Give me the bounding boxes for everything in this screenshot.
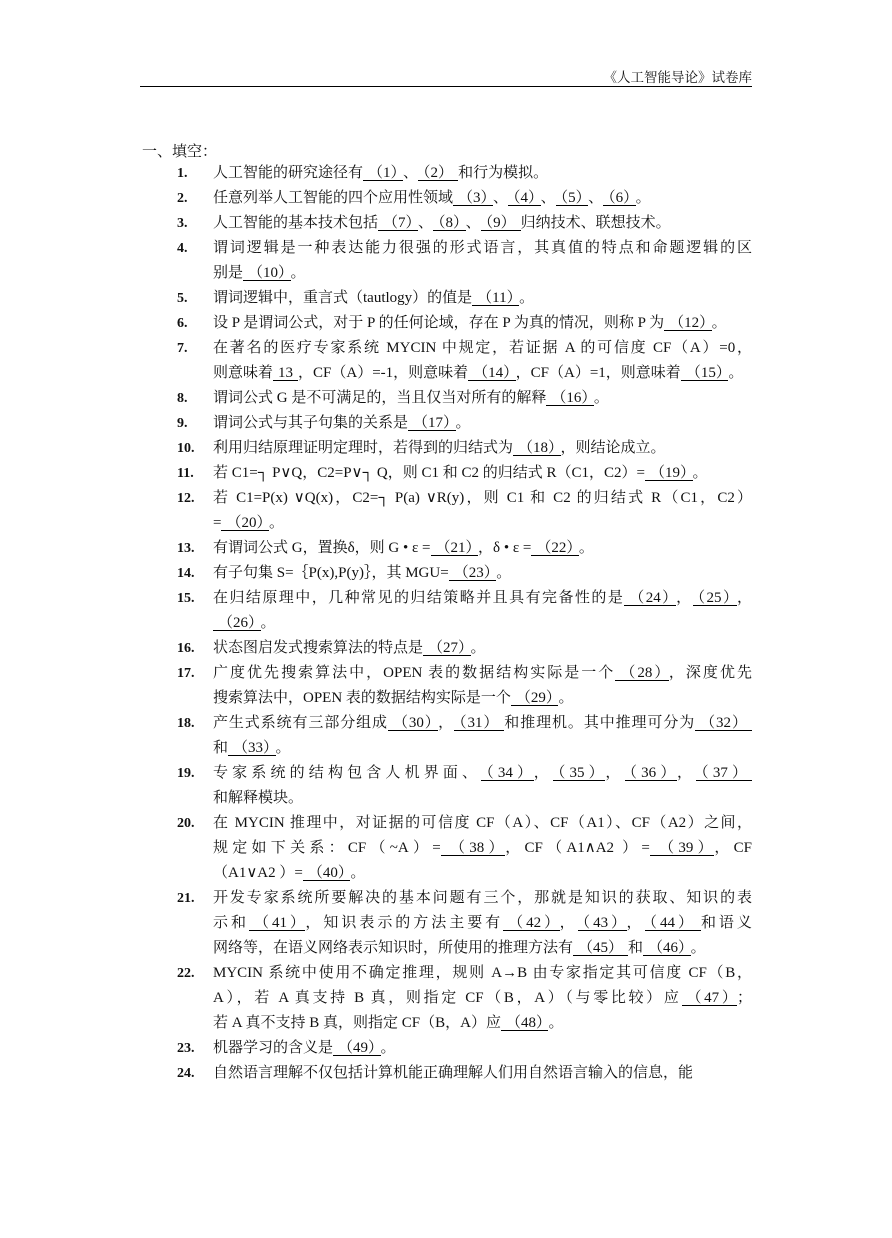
question-number: 5. (177, 291, 188, 306)
question-text: ； (736, 990, 752, 1006)
answer-blank: （38） (441, 840, 506, 856)
question-text: 。 (268, 515, 284, 531)
question-text: 在归结原理中，几种常见的归结策略并且具有完备性的是 (213, 590, 625, 606)
question-line (213, 536, 752, 561)
question-item (170, 211, 752, 236)
question-number: 10. (177, 441, 195, 456)
answer-blank: （5） (556, 190, 589, 206)
question-text: 状态图启发式搜索算法的特点是 (213, 640, 424, 656)
question-text: ，则结论成立。 (560, 440, 666, 456)
question-line (213, 286, 752, 311)
question-item (170, 436, 752, 461)
question-text: ， (559, 915, 578, 931)
question-item (170, 586, 752, 636)
question-text: （A1∨A2 ）= (213, 865, 303, 881)
question-text: 设 P 是谓词公式，对于 P 的任何论域，存在 P 为真的情况，则称 P 为 (213, 315, 665, 331)
question-text: ，知识表示的方法主要有 (305, 915, 504, 931)
question-text: 。 (593, 390, 609, 406)
answer-blank: （4） (508, 190, 541, 206)
question-text: ， (626, 915, 645, 931)
answer-blank: （36） (625, 765, 677, 781)
question-number: 15. (177, 591, 195, 606)
question-text: 。 (290, 265, 306, 281)
question-item (170, 811, 752, 886)
question-text: ， (438, 715, 455, 731)
question-line (213, 911, 752, 936)
question-text: ，CF（A1∧A2 ）= (505, 840, 650, 856)
question-line (213, 311, 752, 336)
question-text: 、 (403, 165, 419, 181)
question-text: ， (605, 765, 625, 781)
question-item (170, 1036, 752, 1061)
question-line (213, 611, 752, 636)
answer-blank: （47） (682, 990, 737, 1006)
question-number: 16. (177, 641, 195, 656)
question-item (170, 186, 752, 211)
answer-blank: （37） (696, 765, 752, 781)
question-text: 归纳技术、联想技术。 (520, 215, 671, 231)
question-text: 和解释模块。 (213, 790, 304, 806)
question-text: 在 MYCIN 推理中，对证据的可信度 CF（A）、CF（A1）、CF（A2）之间， (213, 815, 752, 831)
answer-blank: （29） (511, 690, 559, 706)
question-line (213, 961, 752, 986)
question-item (170, 711, 752, 761)
answer-blank: （35） (553, 765, 605, 781)
answer-blank: （6） (603, 190, 636, 206)
question-item (170, 761, 752, 811)
question-item (170, 961, 752, 1036)
answer-blank: （43） (578, 915, 627, 931)
question-text: 网络等，在语义网络表示知识时，所使用的推理方法有 (213, 940, 574, 956)
question-text: 。 (470, 640, 486, 656)
answer-blank: （48） (501, 1015, 549, 1031)
answer-blank: （46） (643, 940, 691, 956)
question-line (213, 861, 752, 886)
question-line (213, 461, 752, 486)
question-number: 6. (177, 316, 188, 331)
question-text: 。 (350, 865, 366, 881)
question-text: 谓词公式与其子句集的关系是 (213, 415, 409, 431)
question-text: 机器学习的含义是 (213, 1040, 334, 1056)
answer-blank: （7） (378, 215, 418, 231)
question-text: 。 (260, 615, 276, 631)
question-number: 8. (177, 391, 188, 406)
answer-blank: （10） (243, 265, 291, 281)
question-text: ， (736, 590, 752, 606)
answer-blank: （14） (468, 365, 516, 381)
question-item (170, 536, 752, 561)
question-line (213, 711, 752, 736)
question-number: 13. (177, 541, 195, 556)
question-text: ， (677, 765, 697, 781)
question-line (213, 636, 752, 661)
question-text: 。 (455, 415, 471, 431)
question-line (213, 686, 752, 711)
question-text: A），若 A 真支持 B 真，则指定 CF（B，A）（与零比较）应 (213, 990, 682, 1006)
question-text: 。 (548, 1015, 564, 1031)
question-number: 24. (177, 1066, 195, 1081)
answer-blank: （25） (693, 590, 737, 606)
question-number: 22. (177, 966, 195, 981)
question-item (170, 636, 752, 661)
question-text: 产生式系统有三部分组成 (213, 715, 388, 731)
question-number: 20. (177, 816, 195, 831)
answer-blank: （15） (681, 365, 729, 381)
question-number: 17. (177, 666, 195, 681)
question-text: 。 (635, 190, 651, 206)
answer-blank: （1） (363, 165, 403, 181)
question-text: 。 (578, 540, 594, 556)
question-text: 。 (558, 690, 574, 706)
question-item (170, 311, 752, 336)
question-number: 23. (177, 1041, 195, 1056)
question-line (213, 1011, 752, 1036)
question-list (170, 161, 752, 1086)
question-text: 和推理机。其中推理可分为 (504, 715, 696, 731)
question-line (213, 661, 752, 686)
answer-blank: （34） (481, 765, 533, 781)
question-text: 、 (588, 190, 604, 206)
question-text: 则意味着 (213, 365, 274, 381)
question-item (170, 661, 752, 711)
question-text: 别是 (213, 265, 244, 281)
question-text: 任意列举人工智能的四个应用性领域 (213, 190, 454, 206)
question-line (213, 486, 752, 511)
answer-blank: （20） (221, 515, 269, 531)
question-text: ，CF（A）=1，则意味着 (515, 365, 681, 381)
question-number: 11. (177, 466, 194, 481)
question-number: 18. (177, 716, 195, 731)
question-line (213, 736, 752, 761)
question-text: 若 C1=┐ P∨Q，C2=P∨┐ Q，则 C1 和 C2 的归结式 R（C1，C2）= (213, 465, 645, 481)
question-number: 21. (177, 891, 195, 906)
question-line (213, 1061, 752, 1086)
question-text: 若 A 真不支持 B 真，则指定 CF（B，A）应 (213, 1015, 501, 1031)
question-line (213, 186, 752, 211)
question-number: 1. (177, 166, 188, 181)
question-item (170, 1061, 752, 1086)
question-text: 和 (628, 940, 644, 956)
answer-blank: （40） (303, 865, 351, 881)
question-line (213, 236, 752, 261)
answer-blank: （19） (645, 465, 693, 481)
question-line (213, 161, 752, 186)
question-text: ，δ • ε = (478, 540, 532, 556)
question-line (213, 261, 752, 286)
answer-blank: （28） (615, 665, 669, 681)
question-text: 。 (519, 290, 535, 306)
question-text: ， (533, 765, 553, 781)
header-rule (140, 86, 752, 87)
answer-blank: （45） (573, 940, 628, 956)
answer-blank: （22） (531, 540, 579, 556)
question-line (213, 811, 752, 836)
question-line (213, 886, 752, 911)
answer-blank: （42） (503, 915, 559, 931)
question-line (213, 211, 752, 236)
question-line (213, 386, 752, 411)
question-text: 谓词逻辑中，重言式（tautlogy）的值是 (213, 290, 473, 306)
question-line (213, 986, 752, 1011)
question-text: 。 (692, 465, 708, 481)
question-item (170, 561, 752, 586)
section-title: 一、填空： (142, 144, 218, 160)
question-line (213, 561, 752, 586)
question-text: 、 (465, 215, 481, 231)
question-item (170, 286, 752, 311)
question-text: 谓词公式 G 是不可满足的，当且仅当对所有的解释 (213, 390, 547, 406)
question-number: 12. (177, 491, 195, 506)
question-line (213, 586, 752, 611)
question-item (170, 336, 752, 386)
question-text: 专家系统的结构包含人机界面、 (213, 765, 482, 781)
question-text: 利用归结原理证明定理时，若得到的归结式为 (213, 440, 514, 456)
question-number: 2. (177, 191, 188, 206)
question-text: ，CF（A）=-1，则意味着 (298, 365, 469, 381)
question-text: 示和 (213, 915, 249, 931)
answer-blank: （33） (228, 740, 276, 756)
question-text: ，CF (714, 840, 752, 856)
question-text: 。 (690, 940, 706, 956)
question-line (213, 1036, 752, 1061)
question-line (213, 761, 752, 786)
question-text: 和行为模拟。 (458, 165, 549, 181)
question-text: 规定如下关系：CF（~A）= (213, 840, 441, 856)
question-text: 在著名的医疗专家系统 MYCIN 中规定，若证据 A 的可信度 CF（A）=0， (213, 340, 752, 356)
answer-blank: （39） (650, 840, 715, 856)
answer-blank: 13 (273, 365, 298, 381)
question-line (213, 511, 752, 536)
question-item (170, 411, 752, 436)
question-text: 搜索算法中，OPEN 表的数据结构实际是一个 (213, 690, 511, 706)
question-text: 谓词逻辑是一种表达能力很强的形式语言，其真值的特点和命题逻辑的区 (213, 240, 752, 256)
question-text: 人工智能的基本技术包括 (213, 215, 379, 231)
question-text: 广度优先搜索算法中，OPEN 表的数据结构实际是一个 (213, 665, 616, 681)
question-text: MYCIN 系统中使用不确定推理，规则 A→B 由专家指定其可信度 CF（B， (213, 965, 752, 981)
question-line (213, 361, 752, 386)
document-header-title: 《人工智能导论》试卷库 (603, 70, 752, 85)
question-text: 。 (728, 365, 744, 381)
question-line (213, 411, 752, 436)
question-text: 开发专家系统所要解决的基本问题有三个，那就是知识的获取、知识的表 (213, 890, 752, 906)
question-line (213, 786, 752, 811)
answer-blank: （2） (418, 165, 458, 181)
question-text: ，深度优先 (668, 665, 752, 681)
question-text: 。 (275, 740, 291, 756)
question-text: 。 (711, 315, 727, 331)
answer-blank: （49） (333, 1040, 381, 1056)
answer-blank: （26） (213, 615, 261, 631)
answer-blank: （21） (431, 540, 479, 556)
question-text: 、 (493, 190, 509, 206)
answer-blank: （44） (645, 915, 701, 931)
question-item (170, 236, 752, 286)
question-number: 14. (177, 566, 195, 581)
question-text: 。 (380, 1040, 396, 1056)
answer-blank: （12） (664, 315, 712, 331)
question-number: 7. (177, 341, 188, 356)
answer-blank: （11） (472, 290, 519, 306)
question-text: 和 (213, 740, 229, 756)
answer-blank: （16） (546, 390, 594, 406)
answer-blank: （27） (423, 640, 471, 656)
question-line (213, 936, 752, 961)
answer-blank: （30） (388, 715, 438, 731)
question-text: 若 C1=P(x) ∨Q(x)，C2=┐ P(a) ∨R(y)，则 C1 和 C2 的归结式 R（C1，C2） (213, 490, 752, 506)
question-number: 19. (177, 766, 195, 781)
question-number: 3. (177, 216, 188, 231)
answer-blank: （8） (433, 215, 466, 231)
question-text: 。 (496, 565, 512, 581)
question-item (170, 461, 752, 486)
question-item (170, 886, 752, 961)
answer-blank: （23） (449, 565, 497, 581)
question-text: 有子句集 S=｛P(x),P(y)｝，其 MGU= (213, 565, 449, 581)
answer-blank: （32） (695, 715, 752, 731)
answer-blank: （18） (513, 440, 561, 456)
answer-blank: （31） (454, 715, 504, 731)
answer-blank: （41） (249, 915, 305, 931)
question-text: 、 (540, 190, 556, 206)
question-line (213, 336, 752, 361)
answer-blank: （9） (481, 215, 521, 231)
question-text: 和语义 (700, 915, 752, 931)
question-number: 4. (177, 241, 188, 256)
question-line (213, 436, 752, 461)
question-text: = (213, 515, 222, 531)
question-item (170, 486, 752, 536)
answer-blank: （24） (624, 590, 676, 606)
question-item (170, 161, 752, 186)
question-line (213, 836, 752, 861)
question-item (170, 386, 752, 411)
question-text: 、 (418, 215, 434, 231)
answer-blank: （17） (408, 415, 456, 431)
question-text: 自然语言理解不仅包括计算机能正确理解人们用自然语言输入的信息，能 (213, 1065, 694, 1081)
question-text: 有谓词公式 G，置换δ，则 G • ε = (213, 540, 431, 556)
question-text: 人工智能的研究途径有 (213, 165, 364, 181)
question-text: ， (676, 590, 693, 606)
answer-blank: （3） (453, 190, 493, 206)
question-number: 9. (177, 416, 188, 431)
